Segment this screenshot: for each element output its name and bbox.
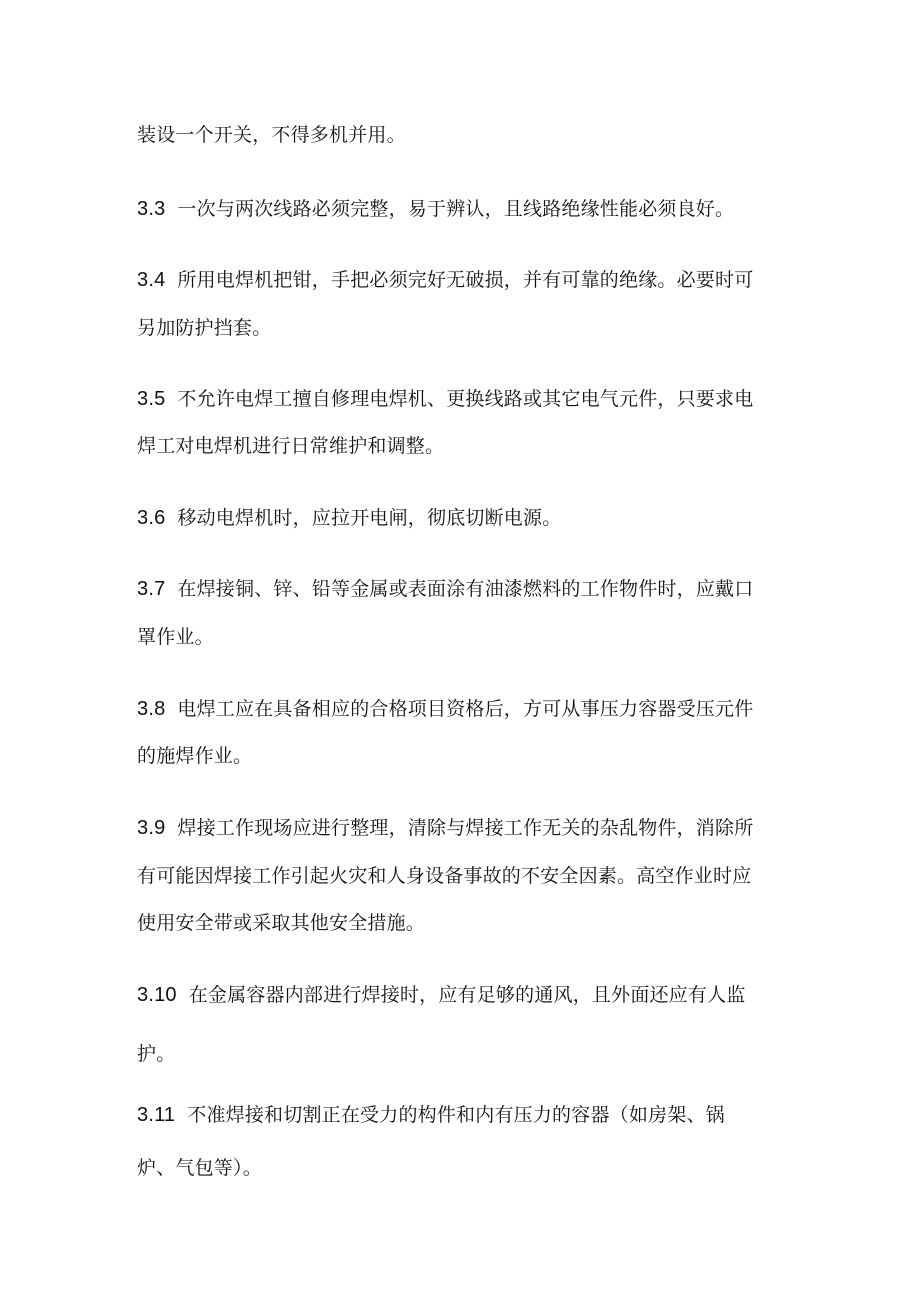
clause-text: 所用电焊机把钳，手把必须完好无破损，并有可靠的绝缘。必要时可 bbox=[177, 269, 754, 291]
text-line bbox=[137, 1042, 797, 1066]
clause-number: 3.10 bbox=[137, 984, 177, 1006]
text-line bbox=[137, 744, 797, 768]
clause-text: 电焊工应在具备相应的合格项目资格后，方可从事压力容器受压元件 bbox=[177, 698, 754, 720]
clause-3-11 bbox=[137, 1103, 797, 1127]
clause-3-9 bbox=[137, 816, 797, 840]
clause-text: 不准焊接和切割正在受力的构件和内有压力的容器（如房架、锅 bbox=[187, 1104, 725, 1126]
line-text: 有可能因焊接工作引起火灾和人身设备事故的不安全因素。高空作业时应 bbox=[137, 865, 752, 887]
clause-number: 3.5 bbox=[137, 388, 166, 410]
line-text: 罩作业。 bbox=[137, 626, 214, 648]
line-text: 焊工对电焊机进行日常维护和调整。 bbox=[137, 435, 445, 457]
clause-text: 移动电焊机时，应拉开电闸，彻底切断电源。 bbox=[177, 507, 562, 529]
clause-text: 在焊接铜、锌、铅等金属或表面涂有油漆燃料的工作物件时，应戴口 bbox=[177, 578, 754, 600]
clause-number: 3.8 bbox=[137, 698, 166, 720]
clause-3-5 bbox=[137, 387, 797, 411]
clause-3-3 bbox=[137, 197, 797, 221]
line-text: 护。 bbox=[137, 1043, 176, 1065]
text-line bbox=[137, 123, 797, 147]
line-text: 炉、气包等）。 bbox=[137, 1157, 262, 1179]
clause-text: 不允许电焊工擅自修理电焊机、更换线路或其它电气元件，只要求电 bbox=[177, 388, 754, 410]
clause-text: 焊接工作现场应进行整理，清除与焊接工作无关的杂乱物件，消除所 bbox=[177, 817, 754, 839]
line-text: 的施焊作业。 bbox=[137, 745, 253, 767]
text-line bbox=[137, 434, 797, 458]
clause-text: 一次与两次线路必须完整，易于辨认，且线路绝缘性能必须良好。 bbox=[177, 198, 735, 220]
clause-text: 在金属容器内部进行焊接时，应有足够的通风，且外面还应有人监 bbox=[188, 984, 746, 1006]
text-line bbox=[137, 625, 797, 649]
clause-3-8 bbox=[137, 697, 797, 721]
clause-number: 3.4 bbox=[137, 269, 166, 291]
clause-3-7 bbox=[137, 577, 797, 601]
clause-number: 3.6 bbox=[137, 507, 166, 529]
text-line bbox=[137, 1156, 797, 1180]
line-text: 装设一个开关，不得多机并用。 bbox=[137, 124, 406, 146]
text-line bbox=[137, 864, 797, 888]
clause-number: 3.9 bbox=[137, 817, 166, 839]
clause-3-10 bbox=[137, 983, 797, 1007]
clause-3-4 bbox=[137, 268, 797, 292]
text-line bbox=[137, 316, 797, 340]
clause-3-6 bbox=[137, 506, 797, 530]
line-text: 另加防护挡套。 bbox=[137, 317, 272, 339]
clause-number: 3.11 bbox=[137, 1104, 176, 1126]
text-line bbox=[137, 911, 797, 935]
clause-number: 3.3 bbox=[137, 198, 166, 220]
line-text: 使用安全带或采取其他安全措施。 bbox=[137, 912, 426, 934]
clause-number: 3.7 bbox=[137, 578, 166, 600]
